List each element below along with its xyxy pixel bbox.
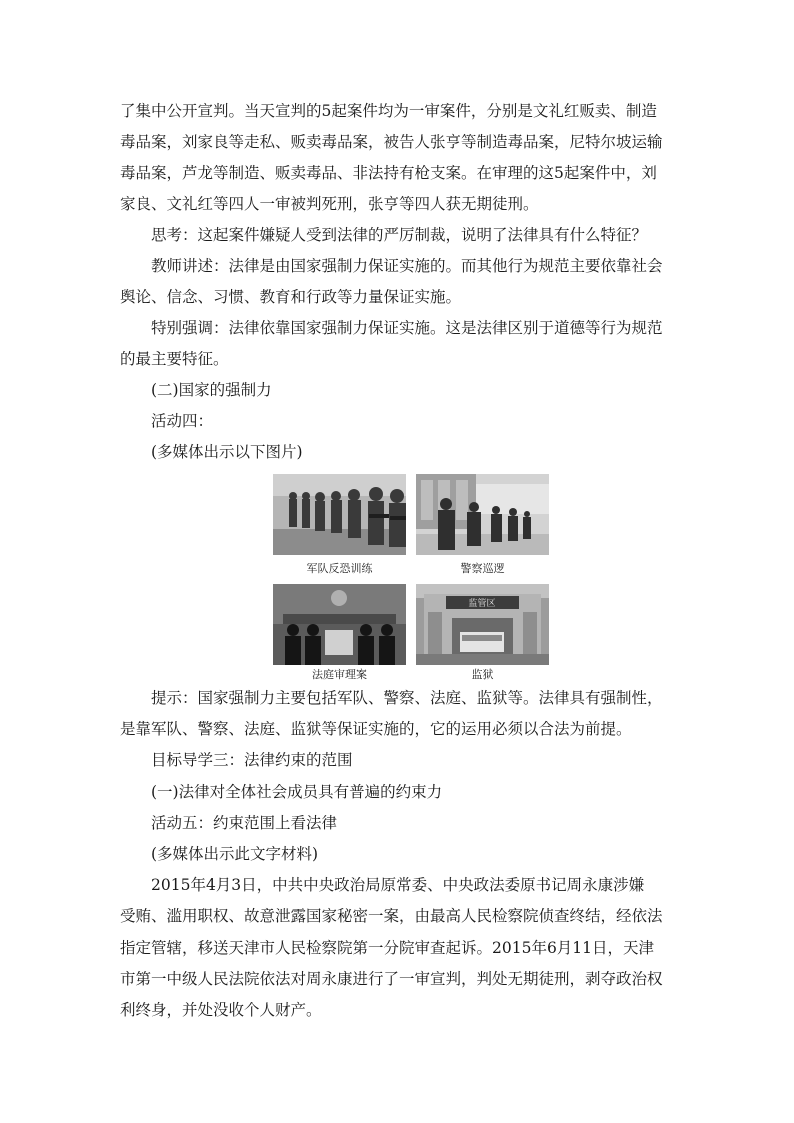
hint-paragraph: 提示：国家强制力主要包括军队、警察、法庭、监狱等。法律具有强制性，是靠军队、警察、法庭、监狱等保证实施的，它的运用必须以合法为前提。 bbox=[120, 689, 663, 739]
goal-three-heading: 目标导学三：法律约束的范围 bbox=[151, 751, 353, 770]
army-photo bbox=[273, 474, 406, 555]
teacher-explanation: 教师讲述：法律是由国家强制力保证实施的。而其他行为规范主要依靠社会舆论、信念、习惯、教育和行政等力量保证实施。 bbox=[120, 257, 663, 306]
caption-court: 法庭审理案 bbox=[312, 668, 367, 681]
special-emphasis: 特别强调：法律依靠国家强制力保证实施。这是法律区别于道德等行为规范的最主要特征。 bbox=[120, 319, 663, 368]
police-photo bbox=[416, 474, 549, 555]
case-line-2: 毒品案，刘家良等走私、贩卖毒品案，被告人张亨等制造毒品案，尼特尔坡运输 bbox=[120, 133, 663, 151]
section-heading-1: (一)法律对全体社会成员具有普遍的约束力 bbox=[151, 782, 443, 801]
prison-photo bbox=[416, 584, 549, 665]
prison-sign-text: 监管区 bbox=[468, 599, 496, 609]
caption-police: 警察巡逻 bbox=[460, 562, 505, 575]
case-line-1: 了集中公开宣判。当天宣判的5起案件均为一审案件，分别是文礼红贩卖、制造 bbox=[120, 102, 657, 120]
zhou-case-line-5: 利终身，并处没收个人财产。 bbox=[120, 1001, 322, 1020]
caption-prison: 监狱 bbox=[471, 668, 494, 681]
lower-text-block bbox=[120, 683, 676, 1026]
section-heading-2: (二)国家的强制力 bbox=[151, 381, 272, 399]
photo-figure bbox=[273, 474, 549, 682]
zhou-case-line-2: 受贿、滥用职权、故意泄露国家秘密一案，由最高人民检察院侦查终结，经依法 bbox=[120, 907, 663, 926]
upper-text-block bbox=[120, 96, 676, 468]
activity-four: 活动四： bbox=[151, 412, 214, 430]
caption-army: 军队反恐训练 bbox=[306, 562, 373, 575]
media-note-2: (多媒体出示此文字材料) bbox=[151, 845, 319, 864]
zhou-case-line-4: 市第一中级人民法院依法对周永康进行了一审宣判，判处无期徒刑，剥夺政治权 bbox=[120, 969, 663, 988]
court-photo bbox=[273, 584, 406, 665]
zhou-case-line-3: 指定管辖，移送天津市人民检察院第一分院审查起诉。2015年6月11日，天津 bbox=[120, 938, 655, 957]
zhou-case-line-1: 2015年4月3日，中共中央政治局原常委、中央政法委原书记周永康涉嫌 bbox=[151, 876, 645, 895]
media-note-1: (多媒体出示以下图片) bbox=[151, 443, 303, 461]
case-line-4: 家良、文礼红等四人一审被判死刑，张亨等四人获无期徒刑。 bbox=[120, 195, 539, 213]
think-question: 思考：这起案件嫌疑人受到法律的严厉制裁，说明了法律具有什么特征？ bbox=[151, 226, 648, 244]
case-line-3: 毒品案，芦龙等制造、贩卖毒品、非法持有枪支案。在审理的这5起案件中，刘 bbox=[120, 164, 657, 182]
activity-five: 活动五：约束范围上看法律 bbox=[151, 813, 338, 832]
